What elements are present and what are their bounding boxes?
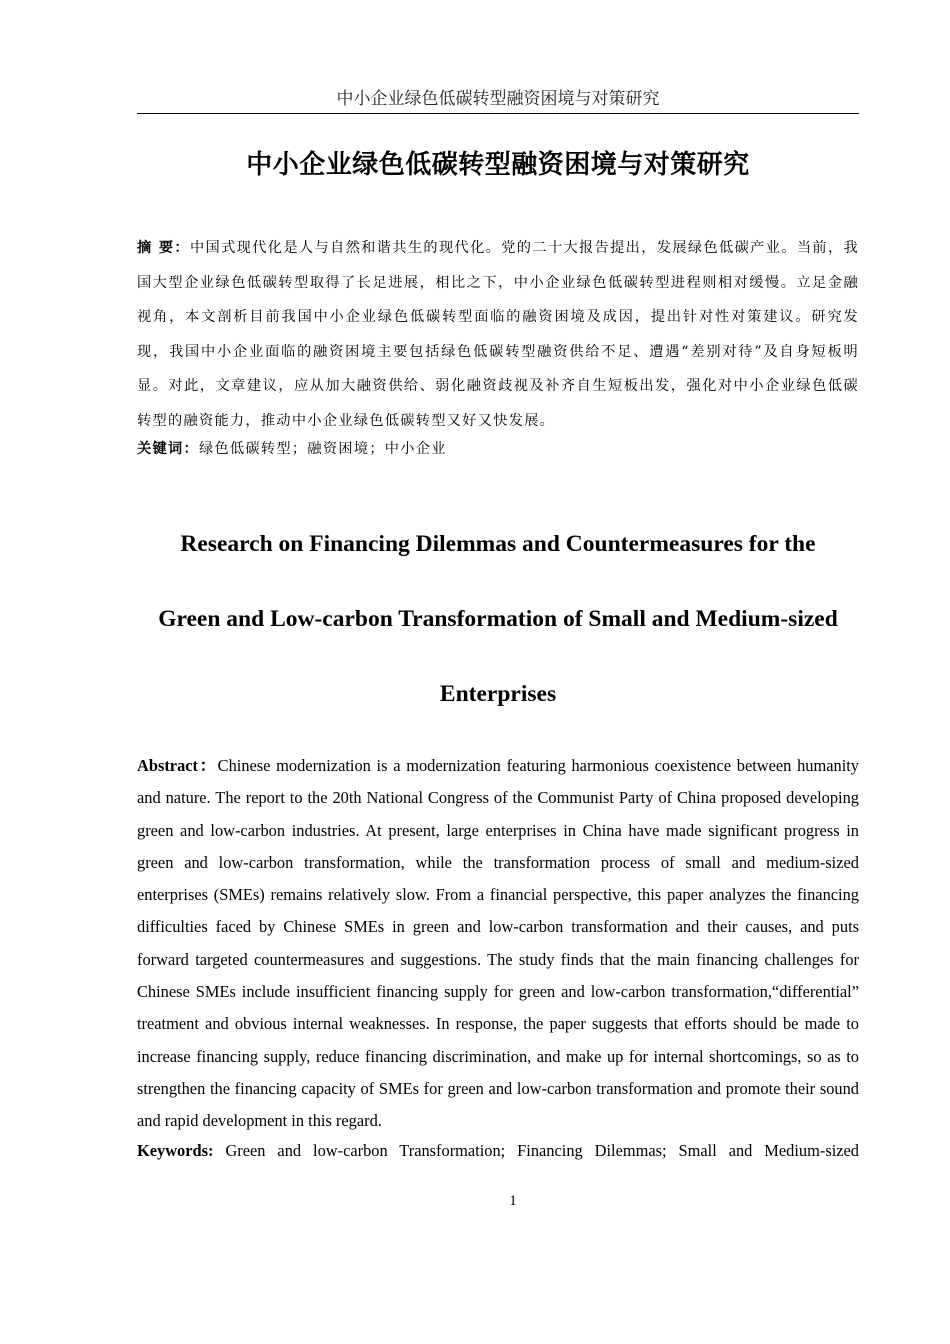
chinese-title: 中小企业绿色低碳转型融资困境与对策研究: [246, 150, 750, 180]
english-keywords: [137, 1136, 859, 1166]
english-abstract-text: Chinese modernization is a modernization featuring harmonious coexistence between humanity and nature. The report to the 20th National Congress of the Communist Party of China proposed developing green and low-carbon industries. At present, large enterprises in China have made significant progress in green and low-carbon transformation, while the transformation process of small and medium-sized enterprises (SMEs) remains relatively slow. From a financial perspective, this paper analyzes the financing difficulties faced by Chinese SMEs in green and low-carbon transformation and their causes, and puts forward targeted countermeasures and suggestions. The study finds that the main financing challenges for Chinese SMEs include insufficient financing supply for green and low-carbon transformation,“differential” treatment and obvious internal weaknesses. In response, the paper suggests that efforts should be made to increase financing supply, reduce financing discrimination, and make up for internal shortcomings, so as to strengthen the financing capacity of SMEs for green and low-carbon transformation and promote their sound and rapid development in this regard.: [137, 756, 860, 1131]
running-header: 中小企业绿色低碳转型融资困境与对策研究: [336, 89, 660, 109]
english-abstract: [137, 750, 859, 1138]
english-keywords-text: Green and low-carbon Transformation; Financing Dilemmas; Small and Medium-sized: [225, 1141, 859, 1160]
english-title: [137, 507, 859, 732]
chinese-abstract: [137, 231, 859, 438]
english-abstract-label: Abstract：: [137, 756, 218, 775]
chinese-abstract-text: 中国式现代化是人与自然和谐共生的现代化。党的二十大报告提出，发展绿色低碳产业。当前，我国大型企业绿色低碳转型取得了长足进展，相比之下，中小企业绿色低碳转型进程则相对缓慢。立足金融视角，本文剖析目前我国中小企业绿色低碳转型面临的融资困境及成因，提出针对性对策建议。研究发现，我国中小企业面临的融资困境主要包括绿色低碳转型融资供给不足、遭遇“差别对待”及自身短板明显。对此，文章建议，应从加大融资供给、弱化融资歧视及补齐自生短板出发，强化对中小企业绿色低碳转型的融资能力，推动中小企业绿色低碳转型又好又快发展。: [137, 240, 860, 429]
header-divider: [137, 113, 859, 114]
chinese-keywords-label: 关键词：: [137, 441, 199, 457]
english-title-line-3: Enterprises: [439, 681, 557, 707]
english-keywords-label: Keywords:: [137, 1141, 214, 1160]
english-title-line-1: Research on Financing Dilemmas and Countermeasures for the: [180, 531, 816, 557]
chinese-keywords: [137, 437, 859, 461]
chinese-keywords-text: 绿色低碳转型；融资困境；中小企业: [198, 441, 447, 457]
english-title-line-2: Green and Low-carbon Transformation of Small and Medium-sized: [158, 606, 838, 632]
chinese-abstract-label: 摘 要：: [137, 240, 190, 256]
page-number: 1: [509, 1193, 517, 1209]
